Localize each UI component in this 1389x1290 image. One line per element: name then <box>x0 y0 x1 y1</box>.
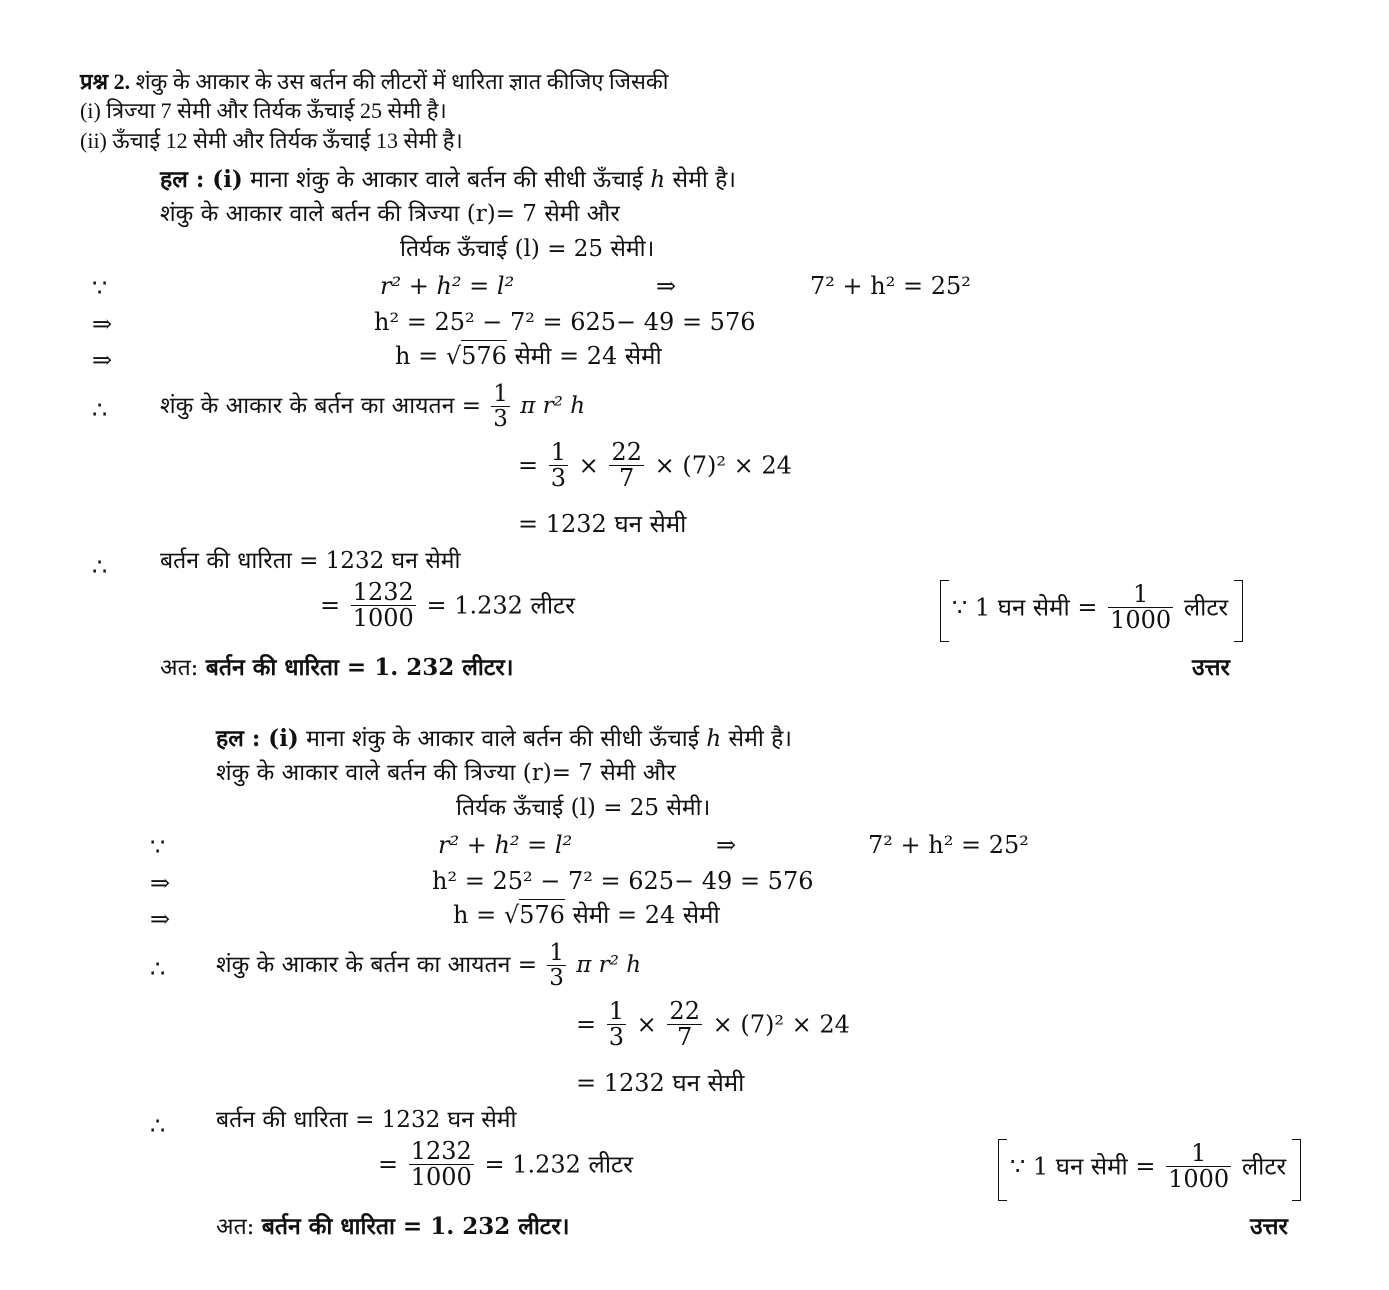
fraction-denominator: 1000 <box>1110 606 1172 635</box>
fraction-denominator: 3 <box>550 464 567 493</box>
solution-assumption: माना शंकु के आकार वाले बर्तन की सीधी ऊँचाई <box>250 167 644 193</box>
equation-1-rhs: 7² + h² = 25² <box>810 272 971 300</box>
fraction-denominator: 3 <box>608 1023 625 1052</box>
implies-symbol: ⇒ <box>716 831 737 859</box>
answer-label: उत्तर <box>1192 654 1230 681</box>
fraction-numerator: 1232 <box>410 1137 472 1165</box>
final-text: बर्तन की धारिता = 1. 232 लीटर। <box>261 1213 570 1240</box>
calc-equals: = <box>576 1010 597 1039</box>
eq3-rhs: सेमी = 24 सेमी <box>514 342 662 370</box>
therefore-symbol: ∴ <box>150 955 166 983</box>
fraction-one-third <box>607 999 626 1050</box>
final-answer <box>160 656 514 680</box>
final-prefix: अत: <box>160 655 199 681</box>
final-text: बर्तन की धारिता = 1. 232 लीटर। <box>205 654 514 681</box>
fraction-numerator: 22 <box>611 438 642 466</box>
note-text: ∵ 1 घन सेमी = <box>1010 1152 1156 1181</box>
volume-formula: π r² h <box>520 393 586 420</box>
fraction-pi <box>609 440 644 491</box>
fraction-denominator: 7 <box>677 1023 693 1052</box>
fraction-denominator: 1000 <box>410 1163 472 1192</box>
bracket-left <box>940 580 949 642</box>
fraction-one-third <box>549 440 568 491</box>
solution-unit: सेमी है। <box>672 167 737 193</box>
equation-3: h = √576 सेमी = 24 सेमी <box>395 342 662 370</box>
final-answer <box>216 1215 570 1239</box>
final-prefix: अत: <box>216 1214 255 1240</box>
fraction-numerator: 1 <box>549 940 564 966</box>
volume-result: = 1232 घन सेमी <box>576 1069 745 1097</box>
capacity-line: बर्तन की धारिता = 1232 घन सेमी <box>216 1107 517 1133</box>
equation-2: h² = 25² − 7² = 625− 49 = 576 <box>374 308 756 336</box>
equation-1-lhs: r² + h² = l² <box>438 831 573 859</box>
litre-conversion <box>320 580 575 631</box>
volume-calculation <box>518 440 792 491</box>
therefore-symbol: ∴ <box>92 553 108 581</box>
equation-1-lhs: r² + h² = l² <box>380 272 515 300</box>
eq3-lhs: h = <box>453 901 497 929</box>
fraction-one-third <box>547 941 566 990</box>
therefore-symbol: ∴ <box>92 396 108 424</box>
var-h: h <box>706 726 722 752</box>
equation-1-rhs: 7² + h² = 25² <box>868 831 1029 859</box>
implies-symbol: ⇒ <box>656 272 677 300</box>
volume-label: शंकु के आकार के बर्तन का आयतन = <box>160 393 481 420</box>
eq3-lhs: h = <box>395 342 439 370</box>
fraction-denominator: 3 <box>549 965 564 992</box>
fraction-denominator: 1000 <box>1168 1165 1230 1194</box>
fraction-numerator: 1 <box>1108 582 1173 608</box>
fraction-numerator: 1 <box>608 997 625 1025</box>
solution-label: हल : (i) <box>160 166 243 193</box>
volume-calculation <box>576 999 850 1050</box>
solution-assumption: माना शंकु के आकार वाले बर्तन की सीधी ऊँचाई <box>306 726 700 752</box>
capacity-line: बर्तन की धारिता = 1232 घन सेमी <box>160 548 461 574</box>
solution-line-2: शंकु के आकार वाले बर्तन की त्रिज्या (r)= 7 सेमी और <box>216 760 676 786</box>
fraction-denominator: 7 <box>619 464 635 493</box>
question-part-i: (i) त्रिज्या 7 सेमी और तिर्यक ऊँचाई 25 सेमी है। <box>80 98 447 123</box>
solution-unit: सेमी है। <box>728 726 793 752</box>
conversion-note <box>1010 1141 1286 1192</box>
sqrt-576: 576 <box>519 901 565 929</box>
question-part-ii: (ii) ऊँचाई 12 सेमी और तिर्यक ऊँचाई 13 सेमी है। <box>80 128 463 153</box>
note-text: ∵ 1 घन सेमी = <box>952 593 1098 622</box>
therefore-symbol: ∴ <box>150 1112 166 1140</box>
fraction-pi <box>667 999 702 1050</box>
fraction-1-1000 <box>1108 582 1173 633</box>
bracket-right <box>1234 580 1243 642</box>
fraction-numerator: 1 <box>493 381 508 407</box>
answer-label: उत्तर <box>1250 1213 1288 1240</box>
implies-symbol: ⇒ <box>150 905 171 933</box>
bracket-right <box>1292 1139 1301 1201</box>
fraction-numerator: 1232 <box>352 578 414 606</box>
solution-line-2: शंकु के आकार वाले बर्तन की त्रिज्या (r)= 7 सेमी और <box>160 201 620 227</box>
fraction-1232-1000 <box>351 580 416 631</box>
fraction-numerator: 1 <box>550 438 567 466</box>
litre-result: = 1.232 लीटर <box>484 1150 633 1179</box>
volume-label: शंकु के आकार के बर्तन का आयतन = <box>216 952 537 979</box>
volume-formula: π r² h <box>576 952 642 979</box>
question-label: प्रश्न 2. <box>80 69 131 94</box>
volume-result: = 1232 घन सेमी <box>518 510 687 538</box>
implies-symbol: ⇒ <box>92 346 113 374</box>
equation-2: h² = 25² − 7² = 625− 49 = 576 <box>432 867 814 895</box>
calc-equals: = <box>518 451 539 480</box>
solution-line-3: तिर्यक ऊँचाई (l) = 25 सेमी। <box>456 795 711 821</box>
fraction-numerator: 1 <box>1166 1141 1231 1167</box>
solution-line-1 <box>216 727 792 751</box>
fraction-1232-1000 <box>409 1139 474 1190</box>
fraction-1-1000 <box>1166 1141 1231 1192</box>
fraction-one-third <box>491 382 510 431</box>
question-line <box>80 71 668 93</box>
note-unit: लीटर <box>1241 1152 1287 1181</box>
calc-equals: = <box>320 591 341 620</box>
conversion-note <box>952 582 1228 633</box>
var-h: h <box>650 167 666 193</box>
note-unit: लीटर <box>1183 593 1229 622</box>
calc-tail: × (7)² × 24 <box>654 451 792 480</box>
solution-label: हल : (i) <box>216 725 299 752</box>
because-symbol: ∵ <box>150 833 166 861</box>
solution-line-3: तिर्यक ऊँचाई (l) = 25 सेमी। <box>400 236 655 262</box>
litre-result: = 1.232 लीटर <box>426 591 575 620</box>
eq3-rhs: सेमी = 24 सेमी <box>572 901 720 929</box>
implies-symbol: ⇒ <box>150 869 171 897</box>
volume-line <box>160 382 585 431</box>
times-symbol: × <box>636 1010 657 1039</box>
calc-equals: = <box>378 1150 399 1179</box>
sqrt-576: 576 <box>461 342 507 370</box>
solution-line-1 <box>160 168 736 192</box>
fraction-denominator: 3 <box>493 406 508 433</box>
times-symbol: × <box>578 451 599 480</box>
calc-tail: × (7)² × 24 <box>712 1010 850 1039</box>
because-symbol: ∵ <box>92 274 108 302</box>
fraction-numerator: 22 <box>669 997 700 1025</box>
bracket-left <box>998 1139 1007 1201</box>
question-text: शंकु के आकार के उस बर्तन की लीटरों में धारिता ज्ञात कीजिए जिसकी <box>135 69 669 94</box>
implies-symbol: ⇒ <box>92 310 113 338</box>
fraction-denominator: 1000 <box>352 604 414 633</box>
litre-conversion <box>378 1139 633 1190</box>
equation-3: h = √576 सेमी = 24 सेमी <box>453 901 720 929</box>
volume-line <box>216 941 641 990</box>
